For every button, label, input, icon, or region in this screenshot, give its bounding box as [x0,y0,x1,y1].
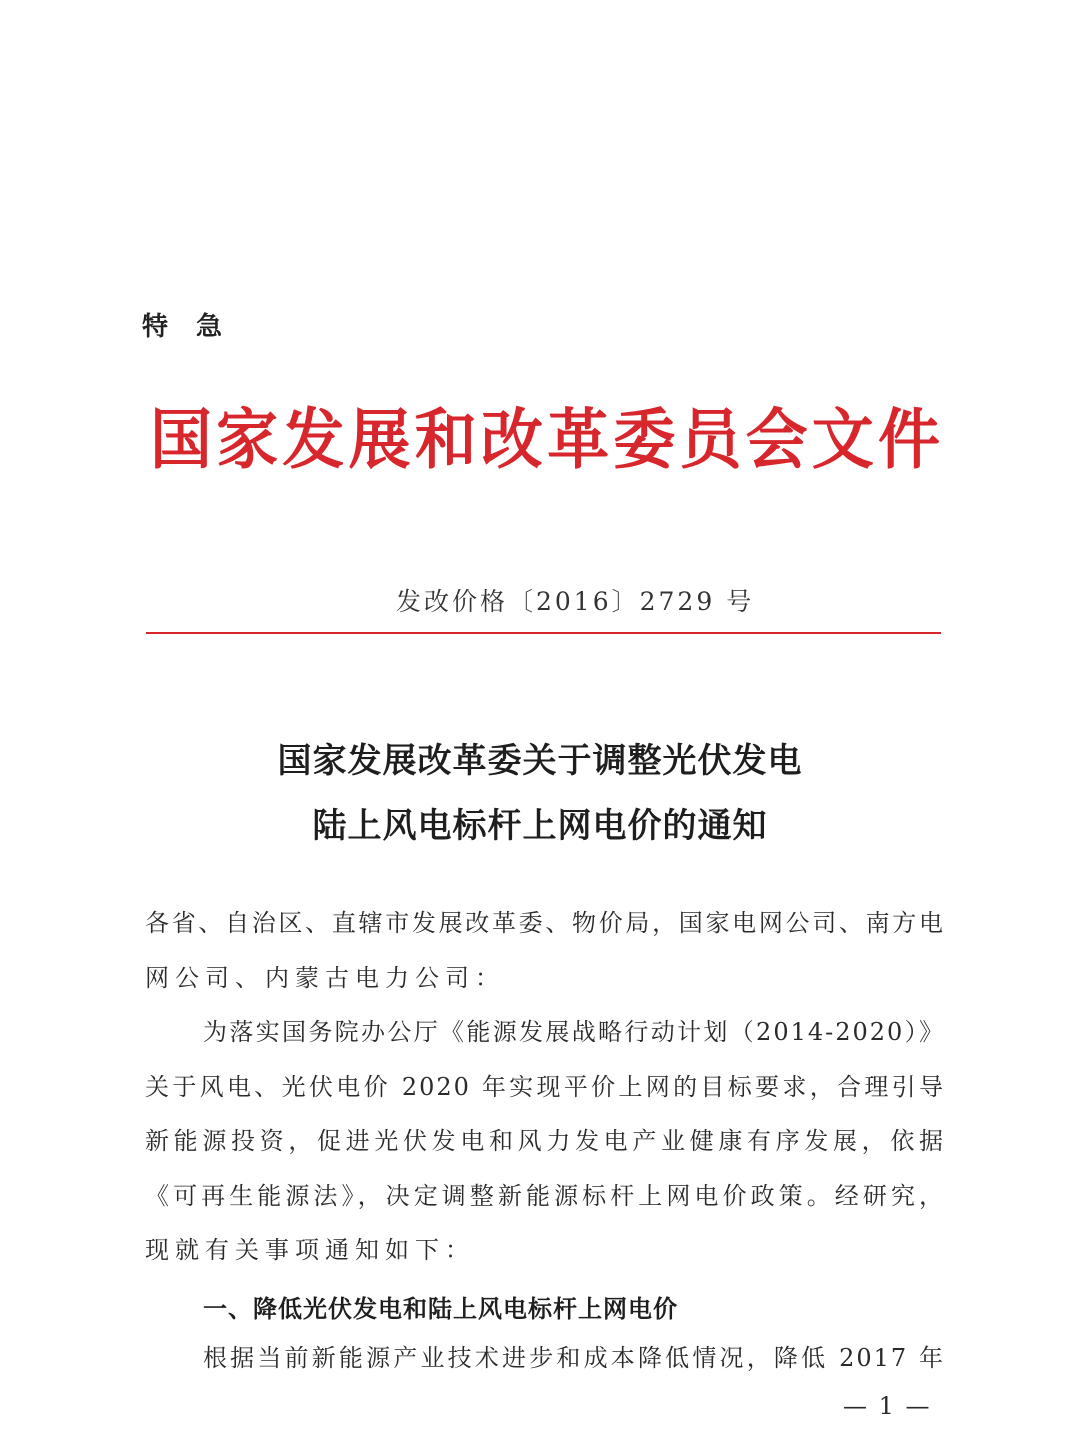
document-heading-line-2: 陆上风电标杆上网电价的通知 [312,806,768,846]
body-line: 网公司、内蒙古电力公司： [145,964,505,992]
body-line: 新能源投资，促进光伏发电和风力发电产业健康有序发展，依据 [145,1127,945,1155]
body-line: 各省、自治区、直辖市发展改革委、物价局，国家电网公司、南方电 [145,909,945,937]
red-divider [146,632,941,634]
page-number: — 1 — [843,1392,932,1420]
document-number: 发改价格〔2016〕2729 号 [396,587,755,616]
section-title: 一、降低光伏发电和陆上风电标杆上网电价 [203,1295,678,1323]
issuer-title: 国家发展和改革委员会文件 [150,401,940,478]
body-line: 现就有关事项通知如下： [145,1236,475,1264]
urgency-label: 特急 [142,312,251,342]
body-line: 关于风电、光伏电价 2020 年实现平价上网的目标要求，合理引导 [145,1073,945,1101]
body-line: 为落实国务院办公厅《能源发展战略行动计划（2014-2020）》 [203,1018,945,1046]
document-heading-line-1: 国家发展改革委关于调整光伏发电 [277,741,803,781]
body-line: 根据当前新能源产业技术进步和成本降低情况，降低 2017 年 [203,1344,945,1372]
body-line: 《可再生能源法》，决定调整新能源标杆上网电价政策。经研究， [145,1182,945,1210]
